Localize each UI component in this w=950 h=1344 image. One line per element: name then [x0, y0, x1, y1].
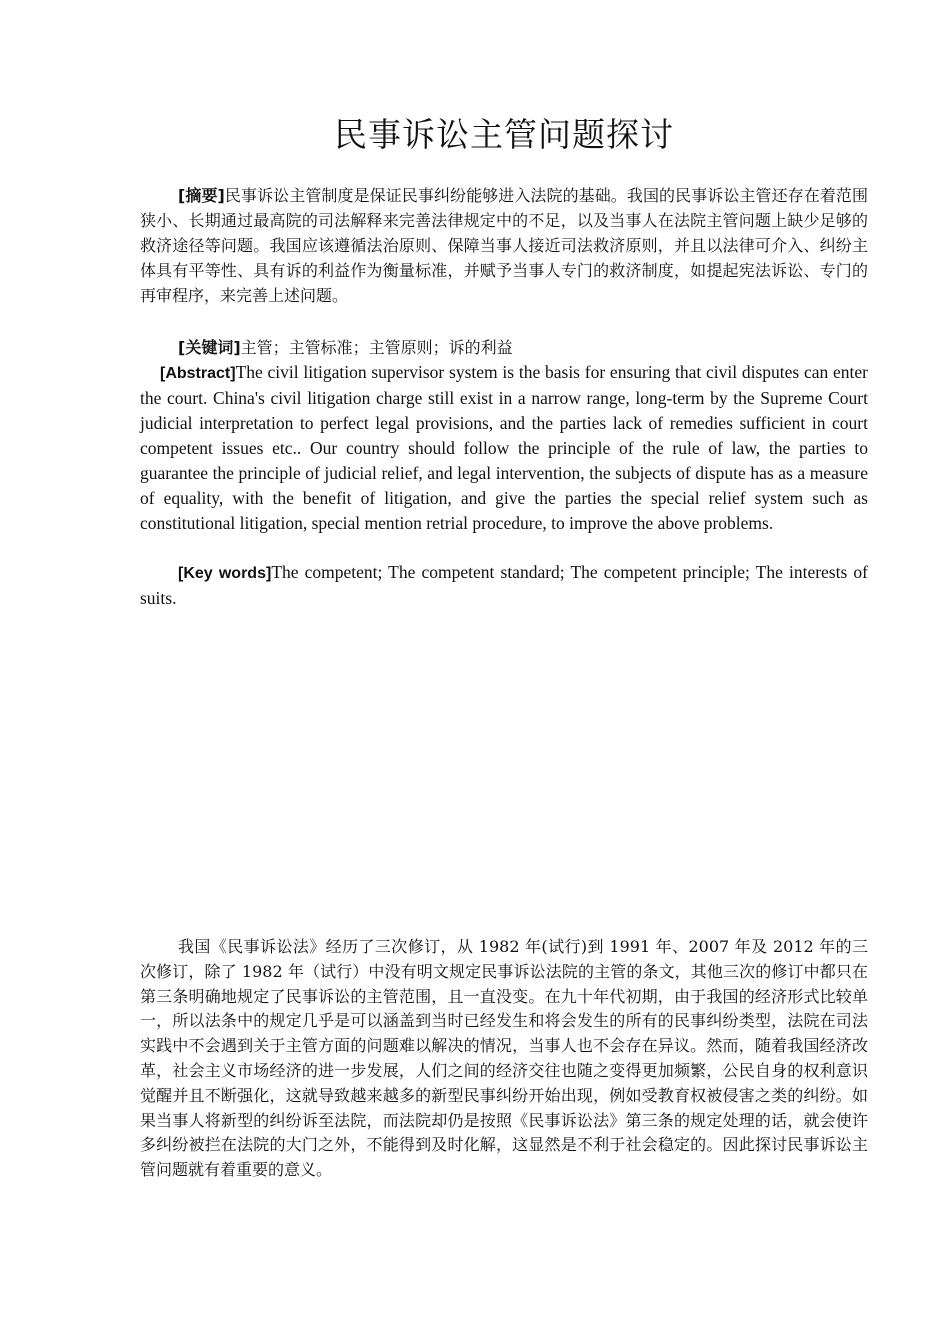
keywords-en-label: [Key words] [178, 565, 272, 582]
body-paragraph: 我国《民事诉讼法》经历了三次修订，从 1982 年(试行)到 1991 年、2007 年及 2012 年的三次修订，除了 1982 年（试行）中没有明文规定民事诉讼法院的主管的条文，其他三次的修订中都只在第三条明确地规定了民事诉讼的主管范围，且一直没变。在九十年代初期，由于我国的经济形式比较单一，所以法条中的规定几乎是可以涵盖到当时已经发生和将会发生的所有的民事纠纷类型，法院在司法实践中不会遇到关于主管方面的问题难以解决的情况，当事人也不会存在异议。然而，随着我国经济改革，社会主义市场经济的进一步发展，人们之间的经济交往也随之变得更加频繁，公民自身的权利意识觉醒并且不断强化，这就导致越来越多的新型民事纠纷开始出现，例如受教育权被侵害之类的纠纷。如果当事人将新型的纠纷诉至法院，而法院却仍是按照《民事诉讼法》第三条的规定处理的话，就会使许多纠纷被拦在法院的大门之外，不能得到及时化解，这显然是不利于社会稳定的。因此探讨民事诉讼主管问题就有着重要的意义。 [140, 937, 868, 1180]
abstract-en-text: The civil litigation supervisor system is the basis for ensuring that civil disputes can enter the court. China's civil litigation charge still exist in a narrow range, long-term by the Supreme Court judicial interpretation to perfect legal provisions, and the parties lack of remedies sufficient in court competent issues etc.. Our country should follow the principle of the rule of law, the parties to guarantee the principle of judicial relief, and legal intervention, the subjects of dispute has as a measure of equality, with the benefit of litigation, and give the parties the special relief system such as constitutional litigation, special mention retrial procedure, to improve the above problems. [140, 362, 868, 533]
abstract-en-paragraph [140, 360, 868, 536]
document-title: 民事诉讼主管问题探讨 [334, 115, 674, 154]
keywords-cn-label: [关键词] [178, 338, 241, 357]
keywords-en-paragraph [140, 560, 868, 611]
abstract-cn-paragraph [140, 183, 868, 308]
abstract-cn-text: 民事诉讼主管制度是保证民事纠纷能够进入法院的基础。我国的民事诉讼主管还存在着范围狭小、长期通过最高院的司法解释来完善法律规定中的不足，以及当事人在法院主管问题上缺少足够的救济途径等问题。我国应该遵循法治原则、保障当事人接近司法救济原则，并且以法律可介入、纠纷主体具有平等性、具有诉的利益作为衡量标准，并赋予当事人专门的救济制度，如提起宪法诉讼、专门的再审程序，来完善上述问题。 [140, 186, 868, 305]
abstract-cn-label: [摘要] [178, 186, 225, 205]
keywords-cn-text: 主管；主管标准；主管原则；诉的利益 [240, 338, 513, 357]
keywords-cn-paragraph [140, 335, 868, 360]
abstract-en-label: [Abstract] [160, 365, 236, 382]
keywords-en-text: The competent; The competent standard; The competent principle; The interests of suits. [140, 562, 868, 608]
